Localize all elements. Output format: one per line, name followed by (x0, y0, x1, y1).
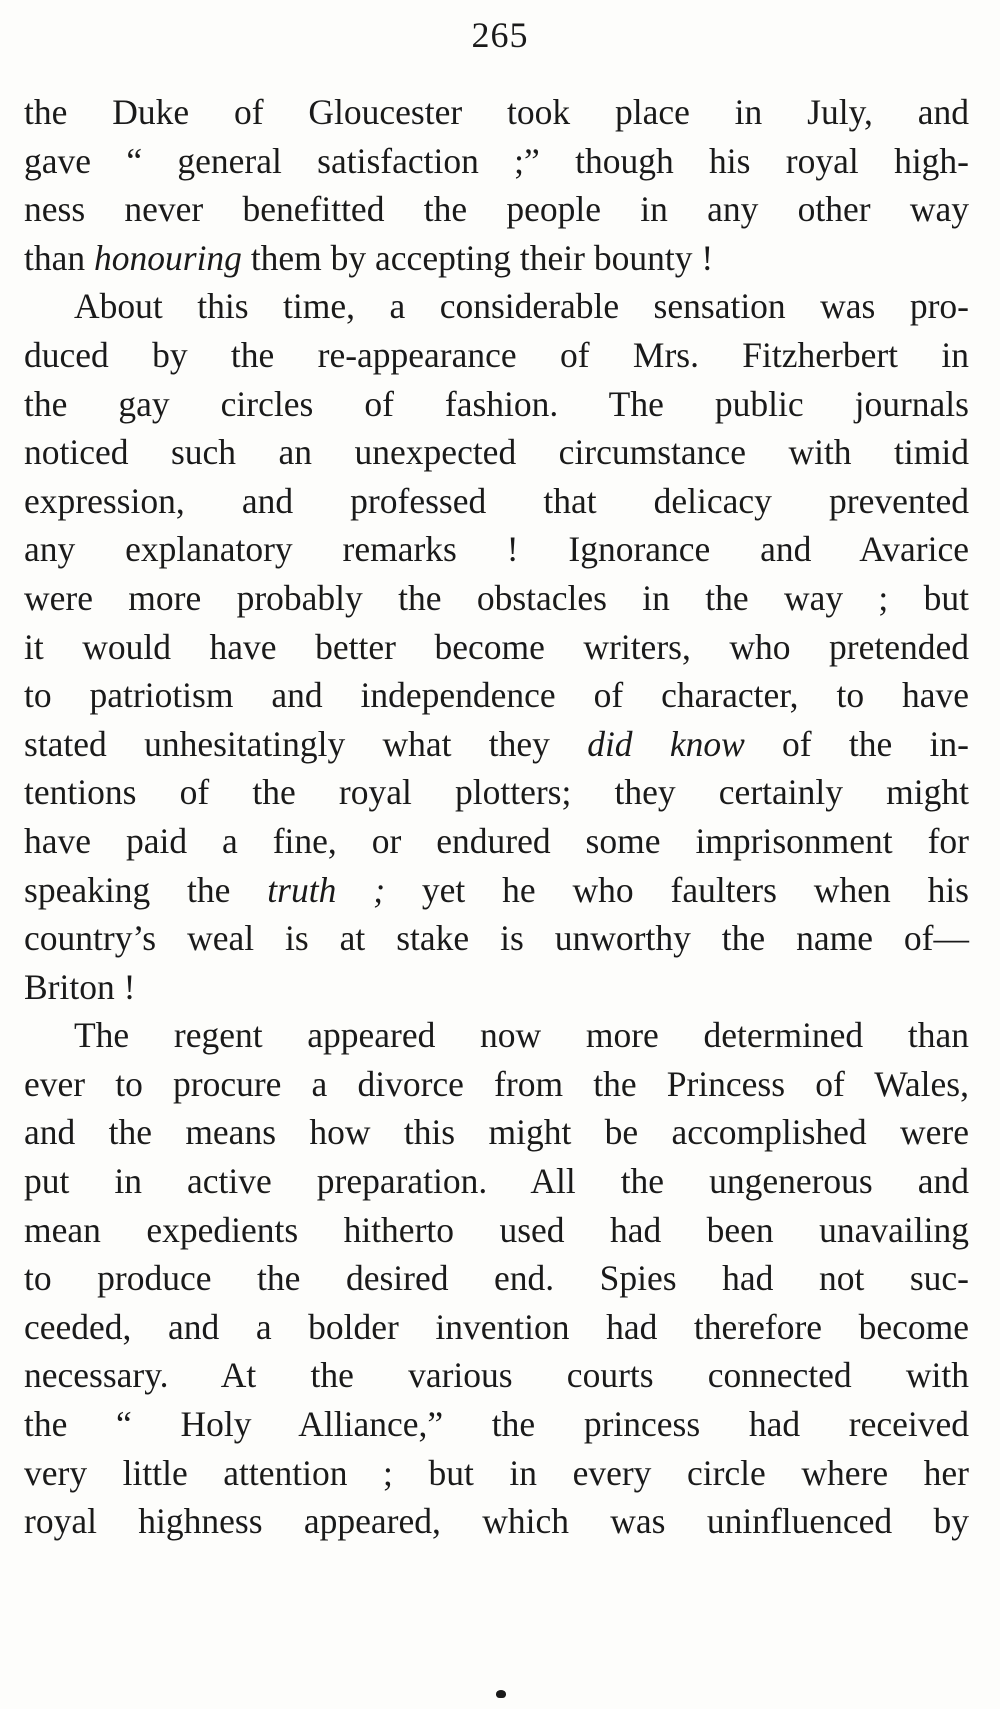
signature-mark (496, 1690, 506, 1698)
text-line: it would have better become writers, who pretended (24, 626, 969, 667)
text-line: ever to procure a divorce from the Princess of Wales, (24, 1063, 969, 1104)
text-line: Briton ! (24, 966, 136, 1007)
text-segment: yet he who faulters when his (385, 869, 969, 910)
text-line: were more probably the obstacles in the way ; but (24, 577, 969, 618)
text-line (24, 866, 969, 915)
text-line: country’s weal is at stake is unworthy the name of— (24, 918, 969, 959)
text-line: the “ Holy Alliance,” the princess had received (24, 1404, 969, 1445)
text-line: to patriotism and independence of character, to have (24, 675, 969, 716)
text-line: to produce the desired end. Spies had not suc- (24, 1258, 969, 1299)
text-line: noticed such an unexpected circumstance with timid (24, 432, 969, 473)
text-line: ness never benefitted the people in any other way (24, 189, 969, 230)
text-line: The regent appeared now more determined than (74, 1015, 969, 1056)
text-segment: speaking the (24, 869, 268, 910)
text-line: About this time, a considerable sensation was pro- (74, 286, 969, 327)
text-line: mean expedients hitherto used had been unavailing (24, 1209, 969, 1250)
text-line: necessary. At the various courts connected with (24, 1355, 969, 1396)
text-line: have paid a fine, or endured some imprisonment for (24, 820, 969, 861)
text-line (24, 137, 969, 186)
italic-text: truth ; (267, 869, 386, 910)
text-line: royal highness appeared, which was uninfluenced by (24, 1501, 969, 1542)
italic-text: did know (587, 723, 745, 764)
text-line (24, 234, 969, 283)
text-segment: stated unhesitatingly what they (24, 723, 588, 764)
text-line: put in active preparation. All the ungenerous and (24, 1161, 969, 1202)
body-text (24, 88, 969, 1546)
text-line: and the means how this might be accomplished were (24, 1112, 969, 1153)
text-line: very little attention ; but in every circle where her (24, 1452, 969, 1493)
text-line: tentions of the royal plotters; they certainly might (24, 772, 969, 813)
text-line: duced by the re-appearance of Mrs. Fitzherbert in (24, 334, 969, 375)
text-line: any explanatory remarks ! Ignorance and Avarice (24, 529, 969, 570)
text-segment: them by accepting their bounty ! (241, 237, 714, 278)
page-number: 265 (471, 15, 529, 55)
italic-text: honouring (94, 237, 242, 278)
text-line: ceeded, and a bolder invention had therefore become (24, 1306, 969, 1347)
text-segment: than (24, 237, 94, 278)
text-segment: of the in- (744, 723, 969, 764)
text-line: the Duke of Gloucester took place in July, and (24, 92, 969, 132)
text-line: expression, and professed that delicacy prevented (24, 480, 969, 521)
text-line (24, 720, 969, 769)
text-segment: gave “ general satisfaction ;” though his royal high- (24, 140, 969, 181)
text-line: the gay circles of fashion. The public journals (24, 383, 969, 424)
